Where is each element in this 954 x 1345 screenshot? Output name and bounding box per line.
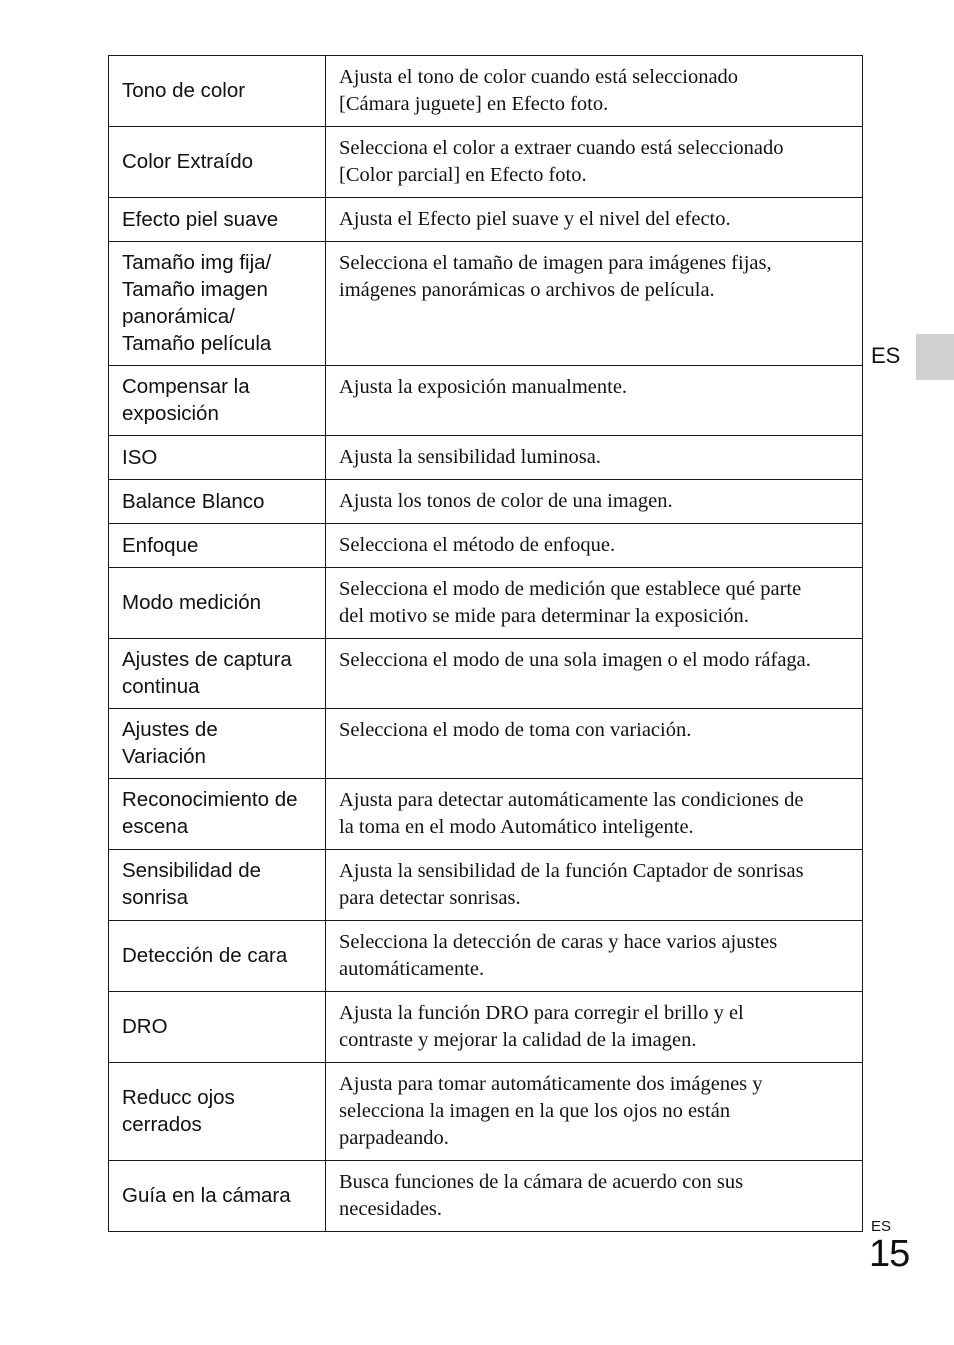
setting-name: Reducc ojos cerrados xyxy=(109,1063,326,1161)
setting-description: Selecciona la detección de caras y hace varios ajustes automáticamente. xyxy=(326,921,863,992)
setting-name: Ajustes de Variación xyxy=(109,709,326,779)
setting-description: Ajusta los tonos de color de una imagen. xyxy=(326,480,863,524)
setting-name: Color Extraído xyxy=(109,127,326,198)
page-number: 15 xyxy=(869,1233,910,1275)
table-row xyxy=(109,436,863,480)
table-row xyxy=(109,242,863,366)
setting-description: Busca funciones de la cámara de acuerdo con sus necesidades. xyxy=(326,1161,863,1232)
setting-name: ISO xyxy=(109,436,326,480)
table-row xyxy=(109,524,863,568)
setting-description: Selecciona el método de enfoque. xyxy=(326,524,863,568)
table-row xyxy=(109,1063,863,1161)
settings-table xyxy=(108,55,863,1232)
setting-name: Tono de color xyxy=(109,56,326,127)
setting-description: Ajusta el Efecto piel suave y el nivel del efecto. xyxy=(326,198,863,242)
table-row xyxy=(109,198,863,242)
setting-name: DRO xyxy=(109,992,326,1063)
setting-description: Selecciona el tamaño de imagen para imágenes fijas, imágenes panorámicas o archivos de película. xyxy=(326,242,863,366)
table-row xyxy=(109,921,863,992)
setting-description: Selecciona el color a extraer cuando está seleccionado [Color parcial] en Efecto foto. xyxy=(326,127,863,198)
setting-name: Balance Blanco xyxy=(109,480,326,524)
table-row xyxy=(109,992,863,1063)
setting-name: Efecto piel suave xyxy=(109,198,326,242)
table-row xyxy=(109,779,863,850)
table-row xyxy=(109,568,863,639)
setting-name: Sensibilidad de sonrisa xyxy=(109,850,326,921)
table-row xyxy=(109,1161,863,1232)
table-row xyxy=(109,56,863,127)
setting-name: Compensar la exposición xyxy=(109,366,326,436)
setting-name: Reconocimiento de escena xyxy=(109,779,326,850)
table-row xyxy=(109,480,863,524)
setting-description: Ajusta para detectar automáticamente las condiciones de la toma en el modo Automático inteligente. xyxy=(326,779,863,850)
setting-description: Ajusta la exposición manualmente. xyxy=(326,366,863,436)
setting-name: Guía en la cámara xyxy=(109,1161,326,1232)
setting-name: Enfoque xyxy=(109,524,326,568)
table-row xyxy=(109,709,863,779)
table-row xyxy=(109,850,863,921)
setting-name: Detección de cara xyxy=(109,921,326,992)
setting-description: Ajusta la sensibilidad de la función Captador de sonrisas para detectar sonrisas. xyxy=(326,850,863,921)
setting-description: Selecciona el modo de medición que establece qué parte del motivo se mide para determinar la exposición. xyxy=(326,568,863,639)
footer-language-label: ES xyxy=(871,1218,892,1235)
setting-description: Ajusta la función DRO para corregir el brillo y el contraste y mejorar la calidad de la imagen. xyxy=(326,992,863,1063)
setting-description: Selecciona el modo de toma con variación. xyxy=(326,709,863,779)
table-row xyxy=(109,366,863,436)
setting-description: Ajusta para tomar automáticamente dos imágenes y selecciona la imagen en la que los ojos no están parpadeando. xyxy=(326,1063,863,1161)
setting-name: Ajustes de captura continua xyxy=(109,639,326,709)
setting-name: Modo medición xyxy=(109,568,326,639)
table-row xyxy=(109,127,863,198)
table-row xyxy=(109,639,863,709)
side-tab-marker xyxy=(916,334,954,380)
setting-description: Ajusta la sensibilidad luminosa. xyxy=(326,436,863,480)
setting-description: Selecciona el modo de una sola imagen o el modo ráfaga. xyxy=(326,639,863,709)
setting-name: Tamaño img fija/ Tamaño imagen panorámica/ Tamaño película xyxy=(109,242,326,366)
setting-description: Ajusta el tono de color cuando está seleccionado [Cámara juguete] en Efecto foto. xyxy=(326,56,863,127)
side-language-label: ES xyxy=(871,343,901,368)
